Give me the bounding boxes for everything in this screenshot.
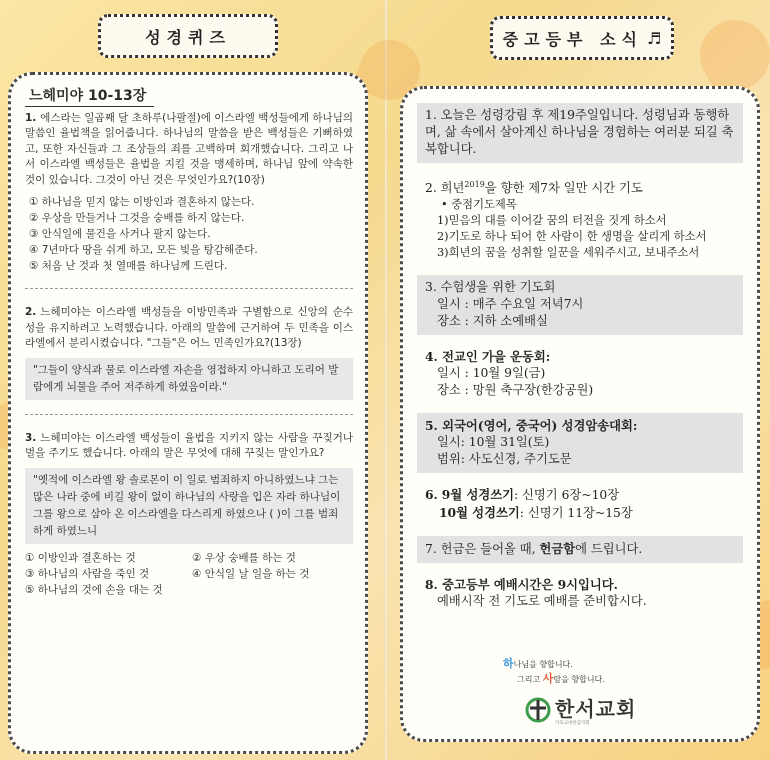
- option-1: ① 이방인과 결혼하는 것: [25, 551, 136, 564]
- scripture-quote: "그들이 양식과 물로 이스라엘 자손을 영접하지 아니하고 도리어 발람에게 뇌물을 주어 저주하게 하였음이라.": [25, 358, 353, 400]
- prayer-bullet: • 중점기도제목: [441, 198, 517, 212]
- news-number: 3.: [425, 280, 437, 295]
- question-options: [25, 550, 353, 598]
- news-item-3: [417, 275, 743, 335]
- option-3: ③ 하나님의 사람을 죽인 것: [25, 567, 150, 580]
- music-note-icon: ♬: [646, 28, 662, 48]
- divider: [25, 414, 353, 415]
- news-number: 5.: [425, 418, 438, 434]
- news-item-2: [417, 172, 743, 266]
- news-item-8: [417, 572, 743, 615]
- news-title: 수험생을 위한 기도회: [440, 280, 556, 295]
- option-3: ③ 안식일에 물건을 사거나 팔지 않는다.: [29, 228, 211, 240]
- news-detail: 장소 : 망원 축구장(한강공원): [437, 383, 594, 398]
- option-5: ⑤ 처음 난 것과 첫 열매를 하나님께 드린다.: [29, 260, 228, 272]
- quiz-title: 느헤미야 10-13장: [25, 89, 154, 107]
- question-text: 느헤미야는 이스라엘 백성들이 율법을 지키지 않는 사람을 꾸짖거나 벌을 주기도 했습니다. 아래의 말은 무엇에 대해 꾸짖는 말인가요?: [25, 431, 353, 459]
- news-title-sup: 2019: [464, 180, 485, 189]
- news-text: 예배시작 전 기도로 예배를 준비합시다.: [437, 594, 647, 609]
- news-text: 에 드립니다.: [575, 542, 643, 557]
- question-text: 느헤미야는 이스라엘 백성들을 이방민족과 구별함으로 신앙의 순수성을 유지하려고 노력했습니다. 아래의 말씀에 근거하여 두 민족을 이스라엘에서 분리시켰습니다. "그들"은 어느 민족인가요?(13장): [25, 306, 353, 349]
- quiz-header-text: 성경퀴즈: [145, 27, 231, 47]
- quiz-question-3: [25, 431, 353, 598]
- slogan-text: 람을 향합니다.: [553, 675, 605, 684]
- news-title: 외국어(영어, 중국어) 성경암송대회:: [442, 418, 638, 434]
- news-detail: 일시: 10월 31일(토): [437, 435, 550, 450]
- news-detail: 일시 : 매주 수요일 저녁7시: [437, 297, 584, 312]
- option-5: ⑤ 하나님의 것에 손을 대는 것: [25, 583, 163, 596]
- church-slogan: [503, 657, 663, 687]
- quiz-header: [98, 14, 278, 58]
- option-2: ② 우상을 만들거나 그것을 숭배를 하지 않는다.: [29, 212, 245, 224]
- news-detail: 일시 : 10월 9일(금): [437, 366, 546, 381]
- question-number: 1.: [25, 111, 37, 124]
- news-item-5: [417, 413, 743, 473]
- news-number: 4.: [425, 349, 438, 365]
- quiz-question-1: [25, 111, 353, 275]
- news-number: 1.: [425, 108, 437, 122]
- news-bold: 9월 성경쓰기: [441, 487, 514, 503]
- news-detail: 장소 : 지하 소예배실: [437, 314, 548, 329]
- divider: [25, 288, 353, 289]
- option-1: ① 하나님을 믿지 않는 이방인과 결혼하지 않는다.: [29, 196, 255, 208]
- quiz-question-2: [25, 305, 353, 400]
- news-text: : 신명기 6장~10장: [514, 488, 620, 503]
- question-number: 3.: [25, 431, 37, 444]
- news-header-text: 중고등부 소식: [502, 29, 643, 49]
- slogan-text: 나님을 향합니다.: [513, 660, 573, 669]
- page-fold: [384, 0, 388, 760]
- news-item-1: [417, 103, 743, 163]
- news-title: [441, 181, 643, 195]
- news-number: 8.: [425, 577, 438, 593]
- news-panel: [400, 86, 760, 742]
- option-4: ④ 7년마다 땅을 쉬게 하고, 모든 빚을 탕감해준다.: [29, 244, 258, 256]
- question-text: 에스라는 일곱째 달 초하루(나팔절)에 이스라엘 백성들에게 하나님의 말씀인 율법책을 읽어줍니다. 하나님의 말씀을 받은 백성들은 기뻐하였고, 또한 자신들과 그 조상들의 죄를 고백하며 회개했습니다. 그리고 나서 이스라엘 백성들은 율법을 지킬 것을 맹세하며, 하나님 앞에 약속한 것이 있습니다. 그것이 아닌 것은 무엇인가요?(10장): [25, 111, 353, 186]
- question-number: 2.: [25, 306, 37, 318]
- news-title-pre: 희년: [440, 181, 465, 196]
- news-bold: 헌금함: [539, 541, 576, 557]
- prayer-point: 1)믿음의 대를 이어갈 꿈의 터전을 짓게 하소서: [437, 214, 667, 228]
- church-logo: [525, 693, 636, 726]
- church-name: 한서교회: [555, 697, 637, 721]
- news-item-4: [417, 344, 743, 404]
- news-text: 중고등부 예배시간은 9시입니다.: [442, 577, 618, 593]
- news-text: : 신명기 11장~15장: [519, 506, 633, 521]
- news-header: [490, 16, 674, 60]
- news-detail: 범위: 사도신경, 주기도문: [437, 452, 572, 467]
- news-bold: 10월 성경쓰기: [439, 505, 520, 521]
- news-item-6: [417, 482, 743, 527]
- option-2: ② 우상 숭배를 하는 것: [192, 551, 296, 564]
- news-title: 전교인 가을 운동회:: [442, 349, 551, 365]
- news-text: 헌금은 들어올 때,: [440, 542, 540, 557]
- news-text: 오늘은 성령강림 후 제19주일입니다. 성령님과 동행하며, 삶 속에서 살아계신 하나님을 경험하는 여러분 되길 축복합니다.: [425, 108, 734, 156]
- quiz-panel: [8, 72, 368, 754]
- prayer-point: 3)희년의 꿈을 성취할 일꾼을 세워주시고, 보내주소서: [437, 246, 700, 260]
- slogan-highlight: 하: [503, 657, 514, 670]
- church-subtitle: 기독교대한감리회: [555, 721, 590, 726]
- slogan-highlight: 사: [542, 672, 554, 685]
- news-number: 7.: [425, 542, 437, 557]
- scripture-quote: "옛적에 이스라엘 왕 솔로몬이 이 일로 범죄하지 아니하였느냐 그는 많은 나라 중에 비길 왕이 없이 하나님의 사랑을 입은 자라 하나님이 그를 왕으로 삼아 온 이스라엘을 다스리게 하였으나 ( )이 그를 범죄하게 하였느니: [25, 468, 353, 544]
- prayer-point: 2)기도로 하나 되어 한 사람이 한 생명을 살리게 하소서: [437, 230, 707, 244]
- option-4: ④ 안식일 날 일을 하는 것: [192, 567, 310, 580]
- news-title-post: 을 향한 제7차 일만 시간 기도: [484, 181, 643, 196]
- news-number: 6.: [425, 487, 438, 503]
- question-options: [25, 194, 353, 274]
- church-emblem-icon: [525, 697, 551, 723]
- news-number: 2.: [425, 181, 437, 196]
- news-item-7: [417, 536, 743, 563]
- slogan-text: 그리고: [517, 675, 543, 684]
